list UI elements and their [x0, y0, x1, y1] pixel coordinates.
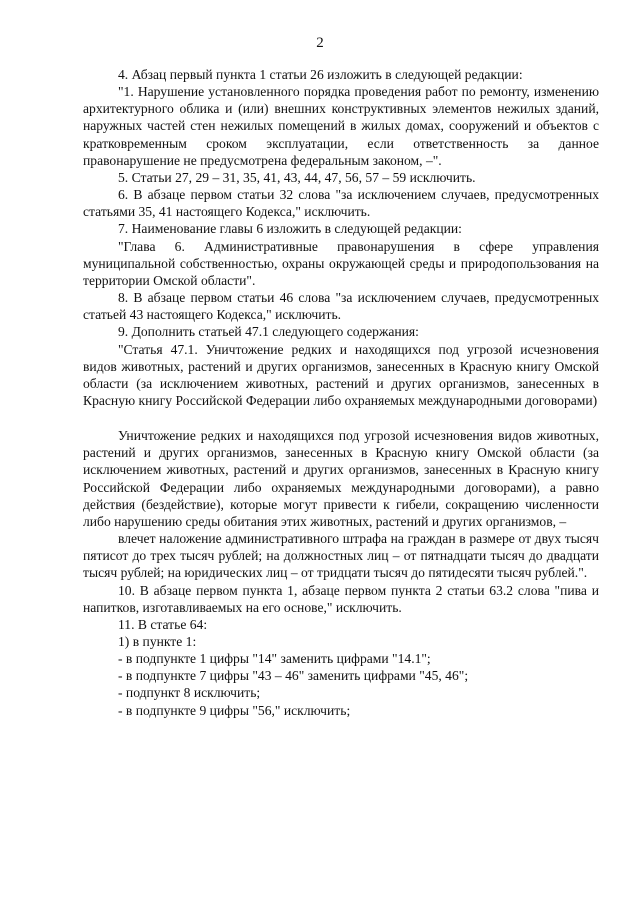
paragraph-item-5: 5. Статьи 27, 29 – 31, 35, 41, 43, 44, 47, 56, 57 – 59 исключить.	[118, 169, 476, 185]
list-item-subpoint-9: - в подпункте 9 цифры "56," исключить;	[118, 702, 351, 718]
paragraph-gap	[83, 409, 599, 427]
paragraph-quoted-chapter-6: "Глава 6. Административные правонарушения в сфере управления муниципальной собственностью, охраны окружающей среды и природопользования на территории Омской области".	[83, 238, 599, 288]
list-item-subpoint-7: - в подпункте 7 цифры "43 – 46" заменить цифрами "45, 46";	[118, 668, 469, 684]
paragraph-article-47-1-title: "Статья 47.1. Уничтожение редких и находящихся под угрозой исчезновения видов животных, растений и других организмов, занесенных в Красную книгу Омской области (за исключением животных, растений и других организмов, занесенных в Красную книгу Российской Федерации либо охраняемых международными договорами)	[83, 341, 599, 408]
paragraph-item-8: 8. В абзаце первом статьи 46 слова "за исключением случаев, предусмотренных статьей 43 настоящего Кодекса," исключить.	[83, 290, 599, 323]
paragraph-item-6: 6. В абзаце первом статьи 32 слова "за исключением случаев, предусмотренных статьями 35, 41 настоящего Кодекса," исключить.	[83, 187, 599, 220]
paragraph-article-47-1-body: Уничтожение редких и находящихся под угрозой исчезновения видов животных, растений и других организмов, занесенных в Красную книгу Омской области (за исключением животных, растений и других организмов, занесенных в Красную книгу Российской Федерации либо охраняемых международными договорами), а равно действия (бездействие), которые могут привести к гибели, сокращению численности либо нарушению среды обитания этих животных, растений и других организмов, –	[83, 428, 599, 529]
paragraph-subitem-1: 1) в пункте 1:	[118, 634, 197, 649]
list-item-subpoint-1: - в подпункте 1 цифры "14" заменить цифрами "14.1";	[118, 651, 431, 667]
paragraph-item-4: 4. Абзац первый пункта 1 статьи 26 изложить в следующей редакции:	[118, 67, 523, 82]
paragraph-item-7: 7. Наименование главы 6 изложить в следующей редакции:	[118, 221, 462, 237]
page-number: 2	[316, 35, 324, 51]
paragraph-quoted-article-26: "1. Нарушение установленного порядка проведения работ по ремонту, изменению архитектурного облика и (или) внешних конструктивных элементов нежилых зданий, наружных частей стен нежилых помещений в жилых домах, сооружений и объектов с кратковременным сроком эксплуатации, если ответственность за данное правонарушение не предусмотрена федеральным законом, –".	[83, 84, 599, 168]
paragraph-item-10: 10. В абзаце первом пункта 1, абзаце первом пункта 2 статьи 63.2 слова "пива и напитков, изготавливаемых на его основе," исключить.	[83, 582, 599, 615]
paragraph-article-47-1-penalty: влечет наложение административного штрафа на граждан в размере от двух тысяч пятисот до трех тысяч рублей; на должностных лиц – от пятнадцати тысяч до двадцати тысяч рублей; на юридических лиц – от тридцати тысяч до пятидесяти тысяч рублей.".	[83, 531, 599, 581]
list-item-subpoint-8: - подпункт 8 исключить;	[118, 685, 261, 701]
paragraph-item-11: 11. В статье 64:	[118, 616, 208, 632]
document-body	[83, 66, 599, 719]
paragraph-item-9: 9. Дополнить статьей 47.1 следующего содержания:	[118, 324, 419, 340]
